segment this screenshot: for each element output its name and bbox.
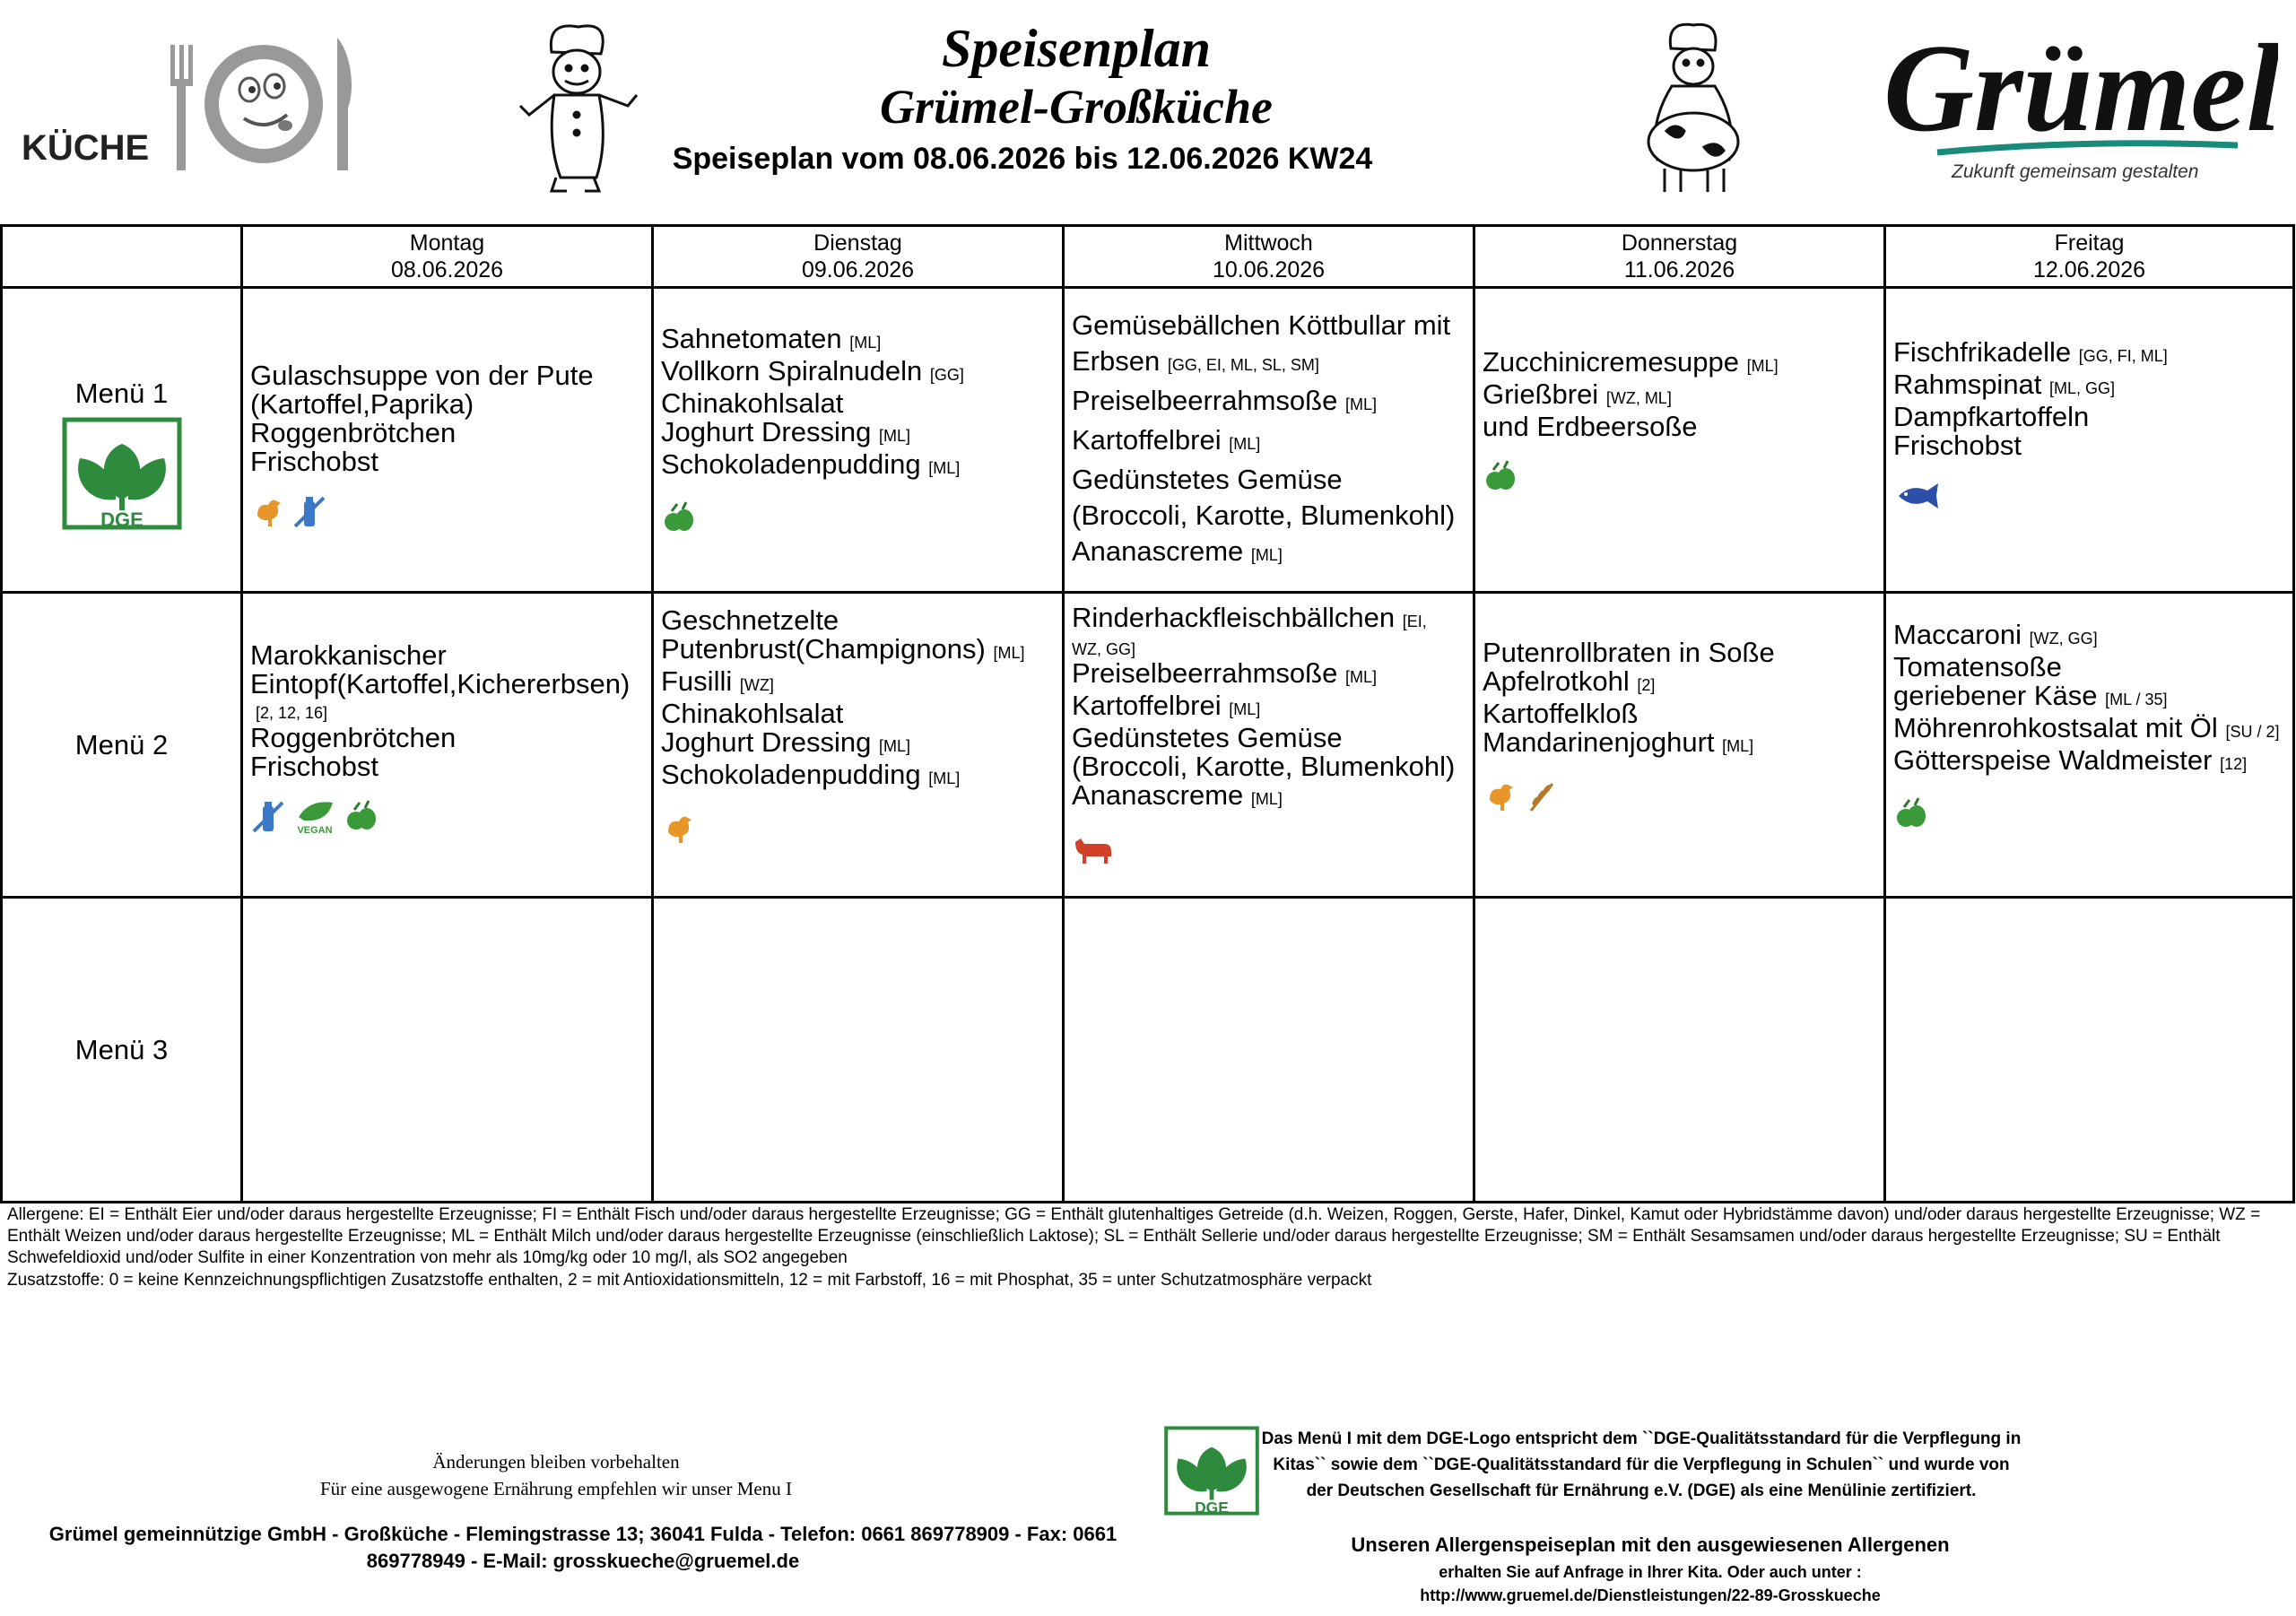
allergen-code: [ML] <box>993 643 1025 662</box>
menu-cell <box>1885 898 2294 1203</box>
dish-line <box>1483 725 1876 760</box>
svg-text:Grümel: Grümel <box>1883 19 2278 158</box>
allergen-code: [ML] <box>849 333 882 352</box>
dish-name: Frischobst <box>1893 429 2022 461</box>
menu-cell <box>653 898 1064 1203</box>
dish-line <box>1072 778 1465 813</box>
dish-line <box>250 447 644 476</box>
page-header <box>0 0 2296 224</box>
dish-list <box>1893 618 2285 778</box>
dish-line <box>661 447 1055 482</box>
dish-name: Fusilli <box>661 665 733 697</box>
dish-name: und Erdbeersoße <box>1483 410 1698 442</box>
dish-name: Möhrenrohkostsalat mit Öl <box>1893 711 2218 743</box>
dish-line <box>661 415 1055 450</box>
dish-name: Putenbrust(Champignons) <box>661 632 986 665</box>
allergen-code: [ML] <box>1722 736 1754 755</box>
dish-line <box>1893 711 2285 746</box>
dish-name: Kartoffelbrei <box>1072 423 1222 456</box>
day-date: 10.06.2026 <box>1212 257 1326 282</box>
menu-cell <box>653 288 1064 593</box>
dish-line <box>661 667 1055 699</box>
allergen-code: [ML] <box>1746 356 1779 375</box>
menu-label: Menü 3 <box>74 1033 169 1065</box>
allergen-code: [EI, <box>1402 612 1427 630</box>
dish-name: Putenrollbraten in Soße <box>1483 636 1775 668</box>
dish-name: Schokoladenpudding <box>661 447 921 480</box>
dish-name: Zucchinicremesuppe <box>1483 345 1740 378</box>
dish-name: Eintopf(Kartoffel,Kichererbsen) <box>250 667 631 699</box>
dish-name: Gedünstetes Gemüse <box>1072 721 1343 753</box>
dish-line <box>661 389 1055 418</box>
dish-name: Frischobst <box>250 445 378 477</box>
dish-icons <box>1072 830 1465 869</box>
allergen-code: [ML, GG] <box>2049 378 2116 397</box>
menu-row-3 <box>2 898 2294 1203</box>
menu-cell <box>242 898 653 1203</box>
svg-text:Zukunft gemeinsam gestalten: Zukunft gemeinsam gestalten <box>1952 161 2199 182</box>
day-header <box>1885 226 2294 288</box>
dish-line <box>1893 400 2285 432</box>
dish-name: Geschnetzelte <box>661 604 839 636</box>
dish-name: Mandarinenjoghurt <box>1483 725 1715 758</box>
dish-name: Kartoffelkloß <box>1483 697 1639 729</box>
dish-name: (Broccoli, Karotte, Blumenkohl) <box>1072 750 1456 782</box>
svg-text:KÜCHE: KÜCHE <box>22 128 150 168</box>
dish-line <box>1072 498 1465 534</box>
dish-list <box>250 641 644 781</box>
dish-name: Maccaroni <box>1893 618 2022 650</box>
allergen-plan-link[interactable]: http://www.gruemel.de/Dienstleistungen/22-89-Grosskueche <box>1420 1586 1881 1604</box>
dish-line <box>1893 743 2285 778</box>
allergen-code: [ML] <box>1250 545 1283 564</box>
gruemel-brand-logo <box>1883 18 2278 188</box>
allergen-code: [ML] <box>1344 667 1377 686</box>
menu-cell <box>1064 898 1474 1203</box>
dge-logo <box>62 417 182 530</box>
no-milk-icon <box>250 799 286 835</box>
dish-name: Fischfrikadelle <box>1893 335 2072 368</box>
dish-list <box>1893 335 2285 461</box>
dish-name: Rahmspinat <box>1893 368 2042 400</box>
allergen-code: [ML] <box>928 458 961 477</box>
dish-line <box>1483 636 1876 668</box>
dish-line <box>250 387 644 420</box>
dish-line <box>1072 462 1465 498</box>
dish-name: Gulaschsuppe von der Pute <box>250 359 594 391</box>
additives-legend: Zusatzstoffe: 0 = keine Kennzeichnungspflichtigen Zusatzstoffe enthalten, 2 = mit Antioxidationsmitteln, 12 = mit Farbstoff, 16 = mit Phosphat, 35 = unter Schutzatmosphäre verpackt <box>7 1271 1372 1290</box>
dish-line <box>1483 410 1876 442</box>
dish-name: (Kartoffel,Paprika) <box>250 387 474 420</box>
chicken-icon <box>250 494 286 530</box>
dish-line <box>1893 431 2285 460</box>
allergen-code: [WZ] <box>739 675 774 694</box>
dish-line <box>661 725 1055 760</box>
menu-label: Menü 1 <box>74 377 169 409</box>
day-date: 09.06.2026 <box>801 257 915 282</box>
cow-icon <box>1072 831 1115 867</box>
dish-line <box>1072 534 1465 573</box>
dish-line <box>250 752 644 781</box>
menu-label-cell <box>2 898 242 1203</box>
allergen-code: [SU / 2] <box>2225 722 2280 741</box>
menu-cell <box>1885 288 2294 593</box>
dish-line <box>1893 679 2285 714</box>
dish-line <box>661 760 1055 793</box>
page-subtitle: Grümel-Großküche <box>879 80 1273 134</box>
dish-line <box>1893 370 2285 403</box>
dish-name: (Broccoli, Karotte, Blumenkohl) <box>1072 499 1456 531</box>
svg-text:DGE: DGE <box>100 508 144 530</box>
dish-icons <box>250 797 644 837</box>
vegetable-icon <box>1893 796 1929 832</box>
dish-name: Grießbrei <box>1483 378 1599 410</box>
dish-line <box>1893 618 2285 653</box>
svg-text:DGE: DGE <box>1195 1498 1229 1516</box>
day-header <box>1064 226 1474 288</box>
dish-line <box>1483 667 1876 699</box>
chicken-icon <box>661 811 697 847</box>
dish-name: Gemüsebällchen Köttbullar mit <box>1072 308 1451 341</box>
day-name: Dienstag <box>813 230 902 256</box>
allergen-code: [ML] <box>878 736 910 755</box>
allergen-code: [ML] <box>1250 789 1283 808</box>
dish-name: Vollkorn Spiralnudeln <box>661 354 923 387</box>
day-header <box>653 226 1064 288</box>
dish-icons <box>1483 777 1876 816</box>
dish-icons <box>1893 476 2285 516</box>
dish-name: Frischobst <box>250 750 378 782</box>
dish-line <box>1072 308 1465 343</box>
menu-table <box>0 224 2295 1203</box>
menu-cell <box>1474 898 1885 1203</box>
vegetable-icon <box>1483 459 1518 495</box>
menu-label: Menü 2 <box>74 728 169 760</box>
vegan-icon <box>291 799 338 835</box>
dish-list <box>1483 345 1876 442</box>
allergen-code: [ML] <box>878 426 910 445</box>
changes-note: Änderungen bleiben vorbehalten <box>432 1451 680 1473</box>
dish-line <box>250 361 644 390</box>
dish-name: Chinakohlsalat <box>661 387 844 419</box>
day-name: Mittwoch <box>1224 230 1313 256</box>
page-title: Speisenplan <box>941 19 1212 78</box>
dish-icons <box>661 499 1055 538</box>
dish-line <box>1072 343 1465 383</box>
dish-line <box>250 721 644 753</box>
allergen-plan-sub: erhalten Sie auf Anfrage in Ihrer Kita. Oder auch unter : <box>1439 1563 1862 1581</box>
allergen-code: [GG, EI, ML, SL, SM] <box>1167 355 1319 374</box>
dish-list <box>1072 601 1465 813</box>
day-header <box>1474 226 1885 288</box>
menu-label-cell <box>2 288 242 593</box>
dish-line <box>661 354 1055 389</box>
dish-line <box>661 632 1055 667</box>
dish-name: Ananascreme <box>1072 778 1244 811</box>
menu-period: Speiseplan vom 08.06.2026 bis 12.06.2026 KW24 <box>672 142 1373 176</box>
day-date: 11.06.2026 <box>1623 257 1735 282</box>
dish-list <box>661 322 1055 482</box>
vegetable-icon <box>344 799 379 835</box>
dish-line <box>1072 636 1465 659</box>
dish-line <box>1072 752 1465 781</box>
dish-name: Erbsen <box>1072 344 1161 377</box>
dish-line <box>1483 699 1876 728</box>
dish-icons <box>661 809 1055 848</box>
dish-name: geriebener Käse <box>1893 679 2098 711</box>
menu-cell <box>1885 593 2294 898</box>
dish-name: Joghurt Dressing <box>661 725 872 758</box>
dish-line <box>1072 383 1465 422</box>
dge-certification-note: Das Menü I mit dem DGE-Logo entspricht dem ``DGE-Qualitätsstandard für die Verpflegung in Kitas`` sowie dem ``DGE-Qualitätsstandard für die Verpflegung in Schulen`` und wurde von der Deutschen Gesellschaft für Ernährung e.V. (DGE) als eine Menülinie zertifiziert. <box>1261 1429 2022 1500</box>
dish-line <box>1072 691 1465 724</box>
allergen-code: WZ, GG] <box>1072 639 1135 658</box>
dish-line <box>1893 335 2285 370</box>
dish-line <box>250 667 644 699</box>
dish-line <box>250 641 644 670</box>
allergen-code: [WZ, GG] <box>2029 629 2098 647</box>
dish-name: Joghurt Dressing <box>661 415 872 447</box>
dish-icons <box>250 492 644 532</box>
dish-name: Dampfkartoffeln <box>1893 400 2090 432</box>
dish-line <box>250 699 644 724</box>
dish-line <box>661 699 1055 728</box>
menu-cell <box>1064 593 1474 898</box>
dish-line <box>1072 601 1465 636</box>
dish-line <box>661 606 1055 635</box>
allergen-code: [ML / 35] <box>2105 690 2168 708</box>
chicken-icon <box>1483 778 1518 814</box>
dish-name: Schokoladenpudding <box>661 758 921 790</box>
table-header-row <box>2 226 2294 288</box>
allergen-code: [ML] <box>928 769 961 787</box>
dish-line <box>1072 656 1465 691</box>
dish-name: Gedünstetes Gemüse <box>1072 463 1343 495</box>
dish-name: Roggenbrötchen <box>250 721 457 753</box>
dish-name: Apfelrotkohl <box>1483 665 1630 697</box>
dish-name: Tomatensoße <box>1893 650 2062 682</box>
dish-name: Marokkanischer <box>250 639 447 671</box>
allergen-code: [GG, FI, ML] <box>2078 346 2168 365</box>
dish-line <box>1483 380 1876 413</box>
menu-cell <box>653 593 1064 898</box>
dish-name: Preiselbeerrahmsoße <box>1072 384 1338 416</box>
allergen-legend: Allergene: EI = Enthält Eier und/oder daraus hergestellte Erzeugnisse; FI = Enthält Fisch und/oder daraus hergestellte Erzeugnisse; GG = Enthält glutenhaltiges Getreide (d.h. Weizen, Roggen, Gerste, Hafer, Dinkel, Kamut oder Hybridstämme davon) und/oder daraus hergestellte Erzeugnisse; WZ = Enthält Weizen und/oder daraus hergestellte Erzeugnisse; ML = Enthält Milch und/oder daraus hergestellte Erzeugnisse (einschließlich Laktose); SL = Enthält Sellerie und/oder daraus hergestellte Erzeugnisse; SM = Enthält Sesamsamen und/oder daraus hergestellte Erzeugnisse; SU = Enthält Schwefeldioxid und/oder Sulfite in einer Konzentration von mehr als 10mg/kg oder 10 mg/l, als SO2 angegeben <box>7 1205 2261 1267</box>
dish-line <box>661 322 1055 357</box>
dish-list <box>1072 308 1465 573</box>
dish-name: Kartoffelbrei <box>1072 689 1222 721</box>
day-header <box>242 226 653 288</box>
dish-name: Ananascreme <box>1072 534 1244 567</box>
allergen-code: [ML] <box>1229 699 1261 718</box>
allergen-code: [GG] <box>929 365 964 384</box>
dish-icons <box>1483 457 1876 497</box>
svg-text:VEGAN: VEGAN <box>297 824 333 835</box>
no-milk-icon <box>291 494 327 530</box>
menu-cell <box>242 593 653 898</box>
dish-name: Rinderhackfleischbällchen <box>1072 601 1396 633</box>
dish-list <box>1483 636 1876 760</box>
menu-cell <box>1474 288 1885 593</box>
day-date: 08.06.2026 <box>390 257 504 282</box>
chef-with-cow-illustration <box>1622 16 1765 195</box>
menu-cell <box>1064 288 1474 593</box>
company-address: Grümel gemeinnützige GmbH - Großküche - Flemingstrasse 13; 36041 Fulda - Telefon: 0661 869778909 - Fax: 0661 869778949 - E-Mail: grosskueche@gruemel.de <box>48 1523 1118 1572</box>
header-corner-cell <box>2 226 242 288</box>
menu-cell <box>242 288 653 593</box>
allergen-code: [2] <box>1637 675 1656 694</box>
dish-name: Sahnetomaten <box>661 322 842 354</box>
day-name: Donnerstag <box>1621 230 1738 256</box>
menu-label-cell <box>2 593 242 898</box>
menu-cell <box>1474 593 1885 898</box>
allergen-code: [WZ, ML] <box>1605 388 1672 407</box>
allergen-code: [ML] <box>1229 434 1261 453</box>
dish-line <box>1893 650 2285 682</box>
allergen-code: [ML] <box>1344 395 1377 413</box>
vegetable-icon <box>661 500 697 536</box>
fish-icon <box>1893 478 1944 514</box>
menu-row-2 <box>2 593 2294 898</box>
dish-icons <box>1893 795 2285 834</box>
allergen-plan-note: Unseren Allergenspeiseplan mit den ausgewiesenen Allergenen <box>1351 1533 1950 1556</box>
dish-name: Götterspeise Waldmeister <box>1893 743 2213 776</box>
dish-line <box>250 416 644 448</box>
day-name: Freitag <box>2054 230 2125 256</box>
day-name: Montag <box>409 230 485 256</box>
dish-name: Preiselbeerrahmsoße <box>1072 656 1338 689</box>
allergen-code: [12] <box>2220 754 2248 773</box>
dish-name: Chinakohlsalat <box>661 697 844 729</box>
wheat-icon <box>1524 778 1560 814</box>
dish-line <box>1072 422 1465 462</box>
allergen-code: [2, 12, 16] <box>256 703 328 722</box>
dish-list <box>661 606 1055 793</box>
day-date: 12.06.2026 <box>2032 257 2146 282</box>
allergen-plan-subnote <box>1166 1560 2135 1607</box>
dish-name: Roggenbrötchen <box>250 416 457 448</box>
dish-line <box>1072 721 1465 753</box>
recommendation-note: Für eine ausgewogene Ernährung empfehlen wir unser Menu I <box>320 1478 792 1499</box>
menu-row-1 <box>2 288 2294 593</box>
dish-list <box>250 361 644 476</box>
dge-logo-footer <box>1162 1426 1261 1516</box>
dish-line <box>1483 345 1876 380</box>
